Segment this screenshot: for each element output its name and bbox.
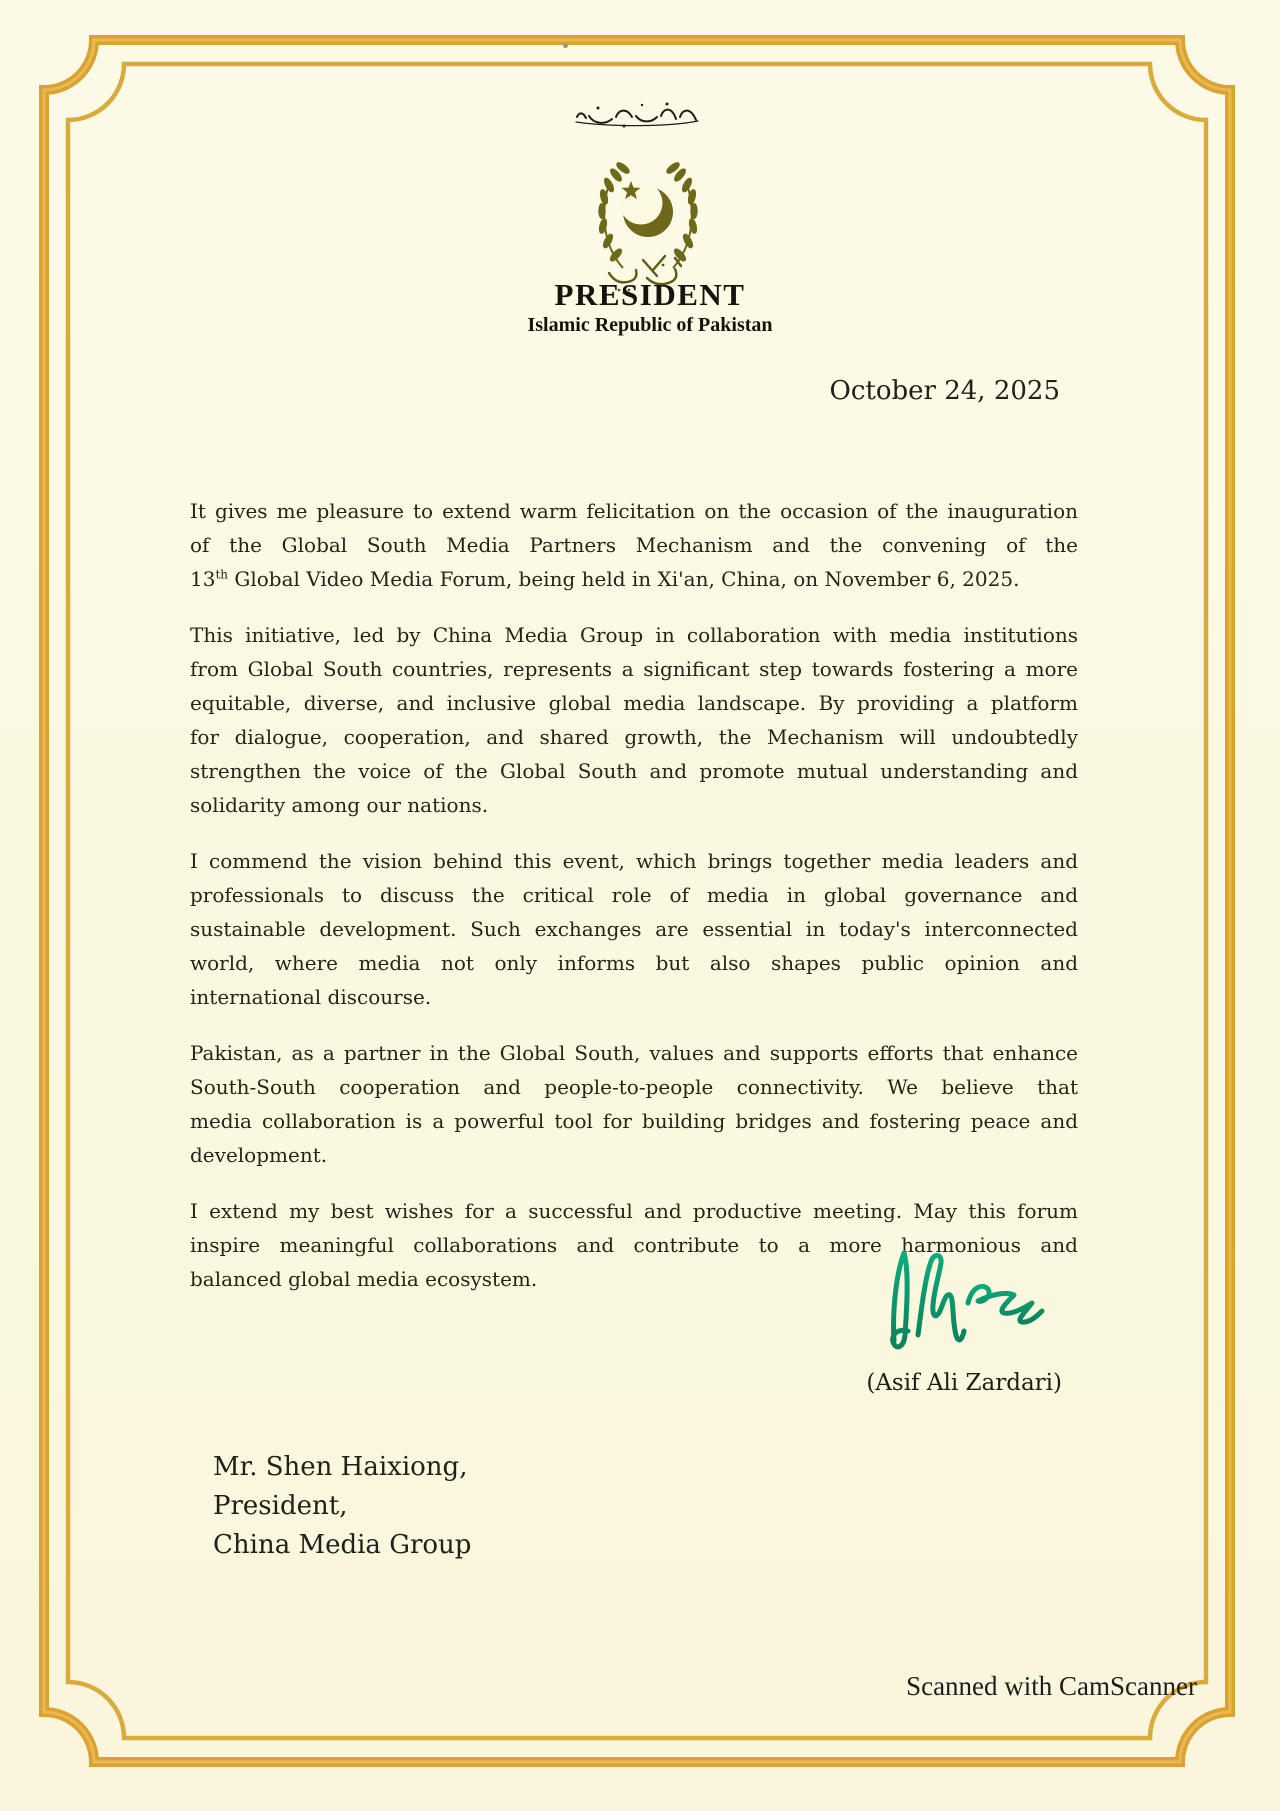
body-line: balanced global media ecosystem. <box>190 1267 538 1291</box>
paragraph-4 <box>190 1036 1078 1172</box>
addressee-organization: China Media Group <box>213 1530 472 1560</box>
body-line: sustainable development. Such exchanges are essential in today's interconnected <box>190 917 1078 941</box>
addressee-block <box>213 1448 471 1565</box>
body-line-text: Global Video Media Forum, being held in Xi'an, China, on November 6, 2025. <box>228 567 1020 591</box>
body-line: for dialogue, cooperation, and shared growth, the Mechanism will undoubtedly <box>190 725 1078 749</box>
body-line: I extend my best wishes for a successful and productive meeting. May this forum <box>190 1199 1078 1223</box>
body-line: professionals to discuss the critical role of media in global governance and <box>190 883 1078 907</box>
body-line: international discourse. <box>190 985 432 1009</box>
body-line: strengthen the voice of the Global South and promote mutual understanding and <box>190 759 1078 783</box>
pakistan-emblem <box>575 138 735 298</box>
letter-body <box>190 494 1078 1318</box>
letterhead-subtitle: Islamic Republic of Pakistan <box>527 314 773 336</box>
body-line: inspire meaningful collaborations and contribute to a more harmonious and <box>190 1233 1078 1257</box>
body-line: development. <box>190 1143 328 1167</box>
ordinal-number: 13 <box>190 567 216 591</box>
body-line: media collaboration is a powerful tool for building bridges and fostering peace and <box>190 1109 1078 1133</box>
body-line: solidarity among our nations. <box>190 793 489 817</box>
body-line: of the Global South Media Partners Mechanism and the convening of the <box>190 533 1078 557</box>
body-line: I commend the vision behind this event, which brings together media leaders and <box>190 849 1078 873</box>
ordinal-suffix: th <box>215 567 229 582</box>
body-line: South-South cooperation and people-to-people connectivity. We believe that <box>190 1075 1078 1099</box>
paragraph-3 <box>190 844 1078 1014</box>
letterhead-title: PRESIDENT <box>554 277 746 312</box>
body-line: It gives me pleasure to extend warm felicitation on the occasion of the inauguration <box>190 499 1078 523</box>
camscanner-watermark: Scanned with CamScanner <box>906 1671 1197 1701</box>
body-line: world, where media not only informs but also shapes public opinion and <box>190 951 1078 975</box>
body-line: equitable, diverse, and inclusive global media landscape. By providing a platform <box>190 691 1078 715</box>
signature-ink <box>880 1243 1050 1368</box>
scan-speck <box>563 44 568 48</box>
letterhead <box>400 278 900 337</box>
body-line: Pakistan, as a partner in the Global South, values and supports efforts that enhance <box>190 1041 1078 1065</box>
body-line: This initiative, led by China Media Group in collaboration with media institutions <box>190 623 1078 647</box>
addressee-name: Mr. Shen Haixiong, <box>213 1452 468 1482</box>
paragraph-2 <box>190 618 1078 822</box>
paragraph-1 <box>190 494 1078 596</box>
addressee-title: President, <box>213 1491 348 1521</box>
body-line: from Global South countries, represents a significant step towards fostering a more <box>190 657 1078 681</box>
date-line: October 24, 2025 <box>829 376 1060 406</box>
bismillah-calligraphy-icon <box>572 100 702 130</box>
signature-name: (Asif Ali Zardari) <box>866 1370 1062 1396</box>
body-line <box>190 562 1078 596</box>
